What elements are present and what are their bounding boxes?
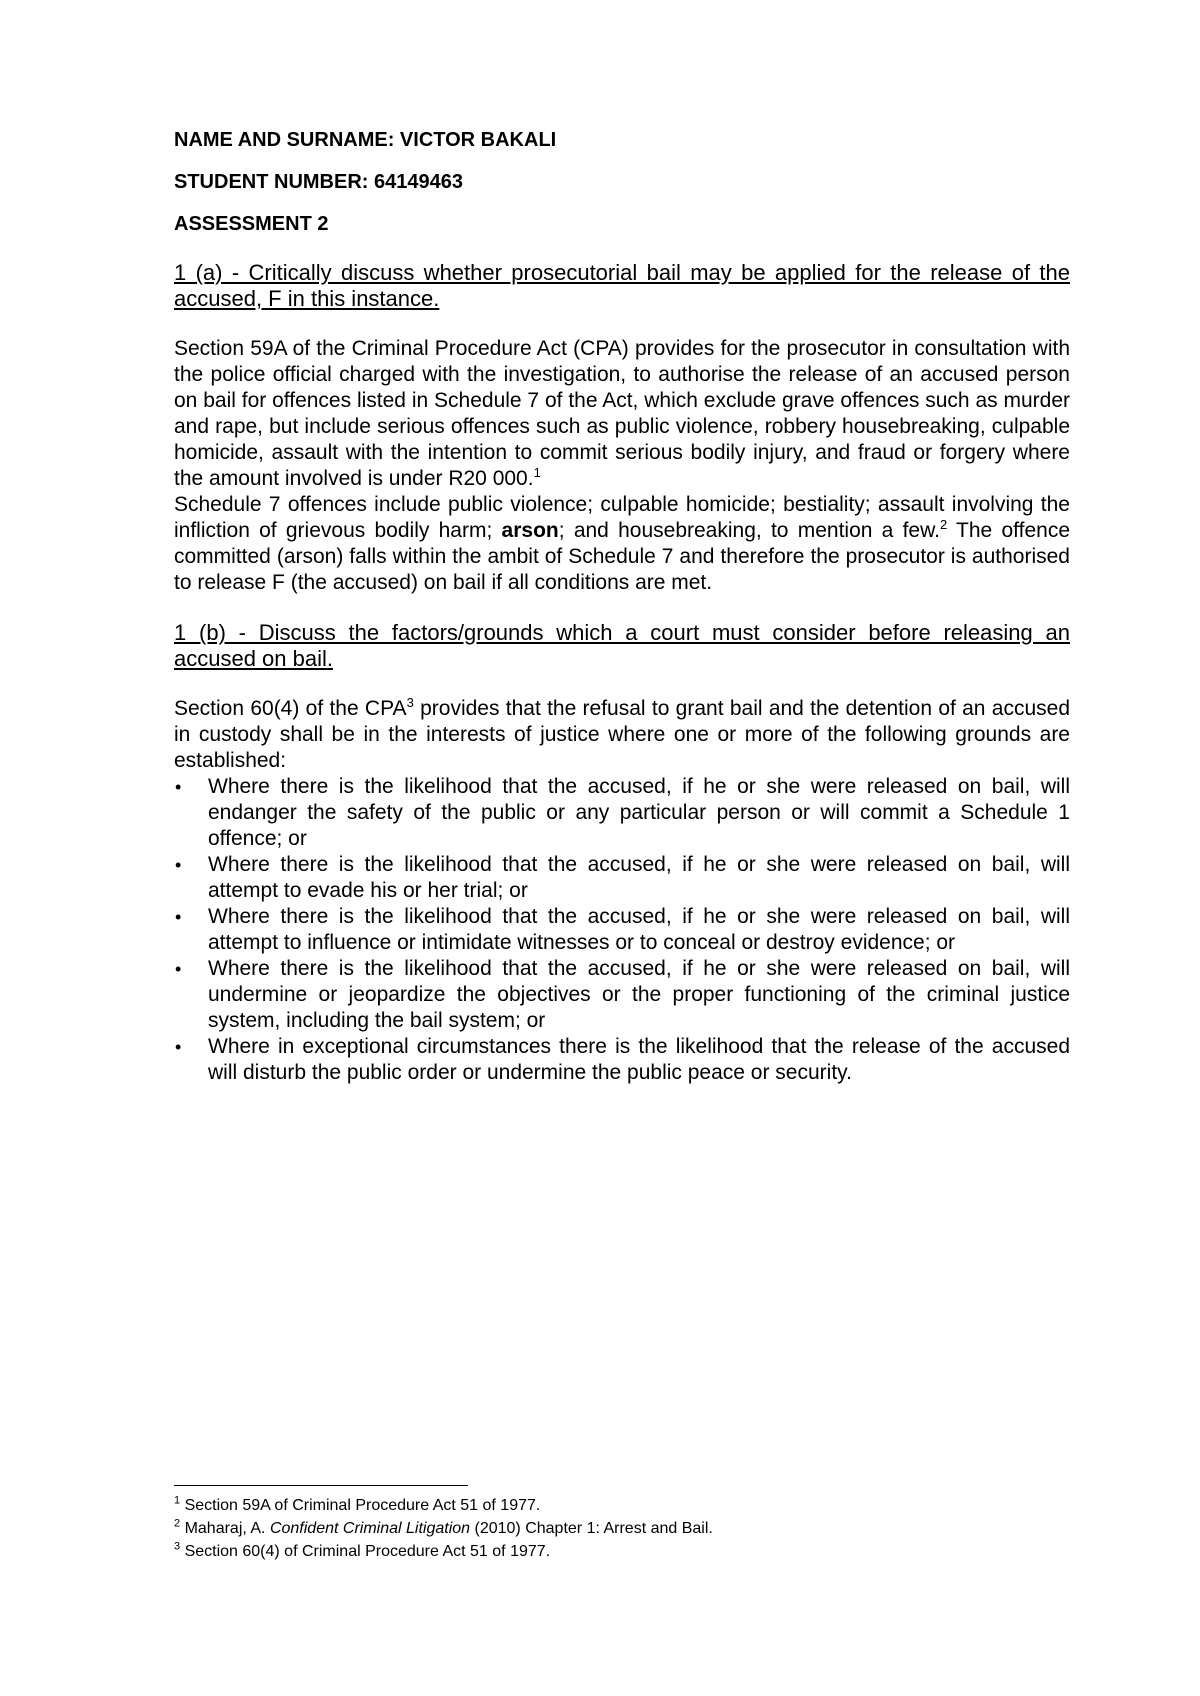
footnote-3-number: 3	[174, 1540, 181, 1553]
list-item-text: Where there is the likelihood that the accused, if he or she were released on bail, will endanger the safety of the public or any particular person or will commit a Schedule 1 offence; or	[208, 775, 1070, 850]
footnote-1-text: Section 59A of Criminal Procedure Act 51 of 1977.	[180, 1497, 541, 1514]
bullet-icon: •	[175, 907, 182, 927]
footnote-ref-2: 2	[939, 517, 948, 532]
bullet-icon: •	[175, 1037, 182, 1057]
footnote-2-title: Confident Criminal Litigation	[269, 1520, 471, 1537]
section-60-4-text-a: Section 60(4) of the CPA	[174, 697, 407, 720]
list-item	[174, 774, 1070, 852]
section-60-4-paragraph	[174, 696, 1070, 774]
footnote-3-text: Section 60(4) of Criminal Procedure Act 51 of 1977.	[180, 1543, 551, 1560]
footnote-ref-3: 3	[406, 695, 414, 710]
section-59a-paragraph	[174, 336, 1070, 492]
list-item	[174, 1034, 1070, 1086]
list-item-text: Where there is the likelihood that the accused, if he or she were released on bail, will attempt to evade his or her trial; or	[208, 853, 1070, 902]
arson-bold: arson	[501, 519, 559, 542]
footnote-3	[174, 1540, 1070, 1563]
bullet-icon: •	[175, 855, 182, 875]
name-heading: NAME AND SURNAME: VICTOR BAKALI	[174, 129, 557, 151]
section-60-4-text-b: provides that the refusal to grant bail and the detention of an accused in custody shall be in the interests of justice where one or more of the following grounds are established:	[174, 697, 1070, 772]
schedule-7-text-c: The offence committed (arson) falls within the ambit of Schedule 7 and therefore the prosecutor is authorised to release F (the accused) on bail if all conditions are met.	[174, 519, 1070, 594]
document-page	[174, 128, 1070, 1086]
footnote-2-number: 2	[174, 1517, 181, 1530]
footnote-2-text-b: (2010) Chapter 1: Arrest and Bail.	[470, 1520, 713, 1537]
list-item	[174, 904, 1070, 956]
list-item-text: Where in exceptional circumstances there is the likelihood that the release of the accused will disturb the public order or undermine the public peace or security.	[208, 1035, 1070, 1084]
list-item	[174, 956, 1070, 1034]
schedule-7-text-b: ; and housebreaking, to mention a few.	[558, 519, 940, 542]
footnote-2-text-a: Maharaj, A.	[180, 1520, 270, 1537]
schedule-7-paragraph	[174, 492, 1070, 596]
bullet-icon: •	[175, 959, 182, 979]
schedule-7-text-a: Schedule 7 offences include public violence; culpable homicide; bestiality; assault involving the infliction of grievous bodily harm;	[174, 493, 1070, 542]
assessment-heading: ASSESSMENT 2	[174, 213, 329, 235]
list-item	[174, 852, 1070, 904]
question-1b-heading: 1 (b) - Discuss the factors/grounds which a court must consider before releasing an accused on bail.	[174, 620, 1070, 671]
footnotes	[174, 1494, 1070, 1563]
footnote-2	[174, 1517, 1070, 1540]
footnote-1-number: 1	[174, 1494, 181, 1507]
footnote-ref-1: 1	[533, 465, 541, 480]
bullet-icon: •	[175, 777, 182, 797]
footnote-separator	[174, 1485, 468, 1486]
question-1a-heading: 1 (a) - Critically discuss whether prosecutorial bail may be applied for the release of the accused, F in this instance.	[174, 260, 1070, 311]
student-number-heading: STUDENT NUMBER: 64149463	[174, 171, 463, 193]
grounds-list	[174, 774, 1070, 1086]
section-59a-text: Section 59A of the Criminal Procedure Act (CPA) provides for the prosecutor in consultation with the police official charged with the investigation, to authorise the release of an accused person on bail for offences listed in Schedule 7 of the Act, which exclude grave offences such as murder and rape, but include serious offences such as public violence, robbery housebreaking, culpable homicide, assault with the intention to commit serious bodily injury, and fraud or forgery where the amount involved is under R20 000.	[174, 337, 1070, 490]
footnote-1	[174, 1494, 1070, 1517]
list-item-text: Where there is the likelihood that the accused, if he or she were released on bail, will undermine or jeopardize the objectives or the proper functioning of the criminal justice system, including the bail system; or	[208, 957, 1070, 1032]
list-item-text: Where there is the likelihood that the accused, if he or she were released on bail, will attempt to influence or intimidate witnesses or to conceal or destroy evidence; or	[208, 905, 1070, 954]
